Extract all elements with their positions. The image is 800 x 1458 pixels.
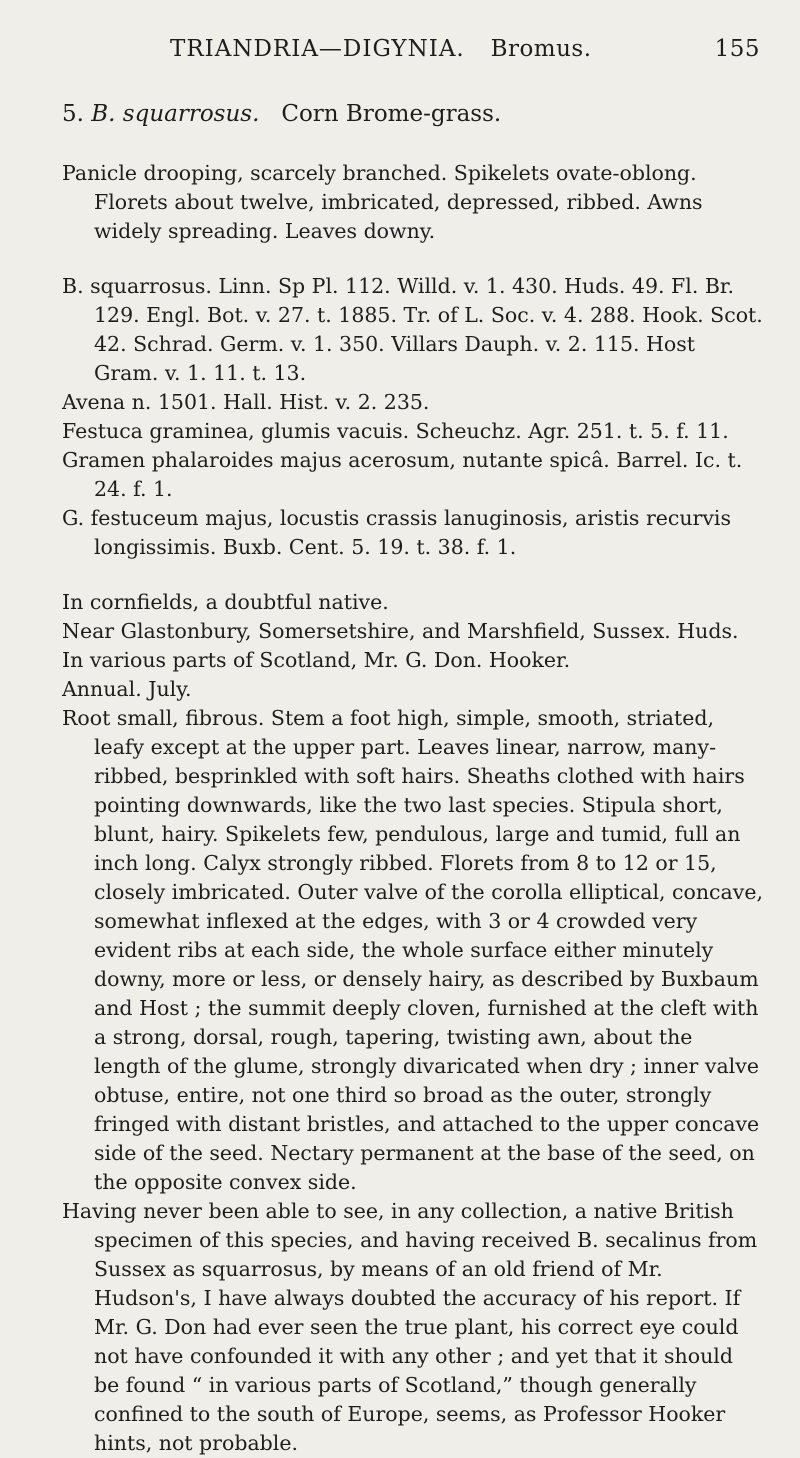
synonym-entry: Gramen phalaroides majus acerosum, nutante spicâ. Barrel. Ic. t. 24. f. 1. bbox=[62, 448, 743, 501]
running-head bbox=[170, 36, 760, 62]
genus-heading: Bromus. bbox=[490, 36, 592, 62]
morphology-paragraph: Root small, fibrous. Stem a foot high, simple, smooth, striated, leafy except at the upper part. Leaves linear, narrow, many-ribbed, besprinkled with soft hairs. Sheaths clothed with hairs pointing downwards, like the two last species. Stipula short, blunt, hairy. Spikelets few, pendulous, large and tumid, full an inch long. Calyx strongly ribbed. Florets from 8 to 12 or 15, closely imbricated. Outer valve of the corolla elliptical, concave, somewhat inflexed at the edges, with 3 or 4 crowded very evident ribs at each side, the whole surface either minutely downy, more or less, or densely hairy, as described by Buxbaum and Host ; the summit deeply cloven, furnished at the cleft with a strong, dorsal, rough, tapering, twisting awn, about the length of the glume, strongly divaricated when dry ; inner valve obtuse, entire, not one third so broad as the outer, strongly fringed with distant bristles, and attached to the upper concave side of the seed. Nectary permanent at the base of the seed, on the opposite convex side. bbox=[62, 706, 763, 1194]
synonym-entry: Avena n. 1501. Hall. Hist. v. 2. 235. bbox=[62, 390, 430, 414]
species-description: Panicle drooping, scarcely branched. Spikelets ovate-oblong. Florets about twelve, imbricated, depressed, ribbed. Awns widely spreading. Leaves downy. bbox=[62, 161, 703, 243]
species-number: 5. bbox=[62, 101, 84, 127]
synonym-entry: G. festuceum majus, locustis crassis lanuginosis, aristis recurvis longissimis. Buxb. Cent. 5. 19. t. 38. f. 1. bbox=[62, 506, 732, 559]
page-number: 155 bbox=[714, 36, 760, 62]
section-heading: TRIANDRIA—DIGYNIA. bbox=[170, 36, 465, 62]
habitat-line: Near Glastonbury, Somersetshire, and Marshfield, Sussex. Huds. bbox=[62, 619, 739, 643]
synonym-entry: B. squarrosus. Linn. Sp Pl. 112. Willd. v. 1. 430. Huds. 49. Fl. Br. 129. Engl. Bot. v. 27. t. 1885. Tr. of L. Soc. v. 4. 288. Hook. Scot. 42. Schrad. Germ. v. 1. 350. Villars Dauph. v. 2. 115. Host Gram. v. 1. 11. t. 13. bbox=[62, 274, 763, 385]
habitat-line: In cornfields, a doubtful native. bbox=[62, 590, 389, 614]
page-content bbox=[62, 100, 764, 1458]
habitat-line: In various parts of Scotland, Mr. G. Don. Hooker. bbox=[62, 648, 571, 672]
species-title bbox=[62, 100, 764, 129]
remarks-paragraph: Having never been able to see, in any collection, a native British specimen of this species, and having received B. secalinus from Sussex as squarrosus, by means of an old friend of Mr. Hudson's, I have always doubted the accuracy of his report. If Mr. G. Don had ever seen the true plant, his correct eye could not have confounded it with any other ; and yet that it should be found “ in various parts of Scotland,” though generally confined to the south of Europe, seems, as Professor Hooker hints, not probable. bbox=[62, 1199, 758, 1455]
common-name: Corn Brome-grass. bbox=[281, 101, 502, 127]
synonym-entry: Festuca graminea, glumis vacuis. Scheuchz. Agr. 251. t. 5. f. 11. bbox=[62, 419, 729, 443]
duration-line: Annual. July. bbox=[62, 677, 192, 701]
species-name: B. squarrosus. bbox=[91, 101, 260, 127]
